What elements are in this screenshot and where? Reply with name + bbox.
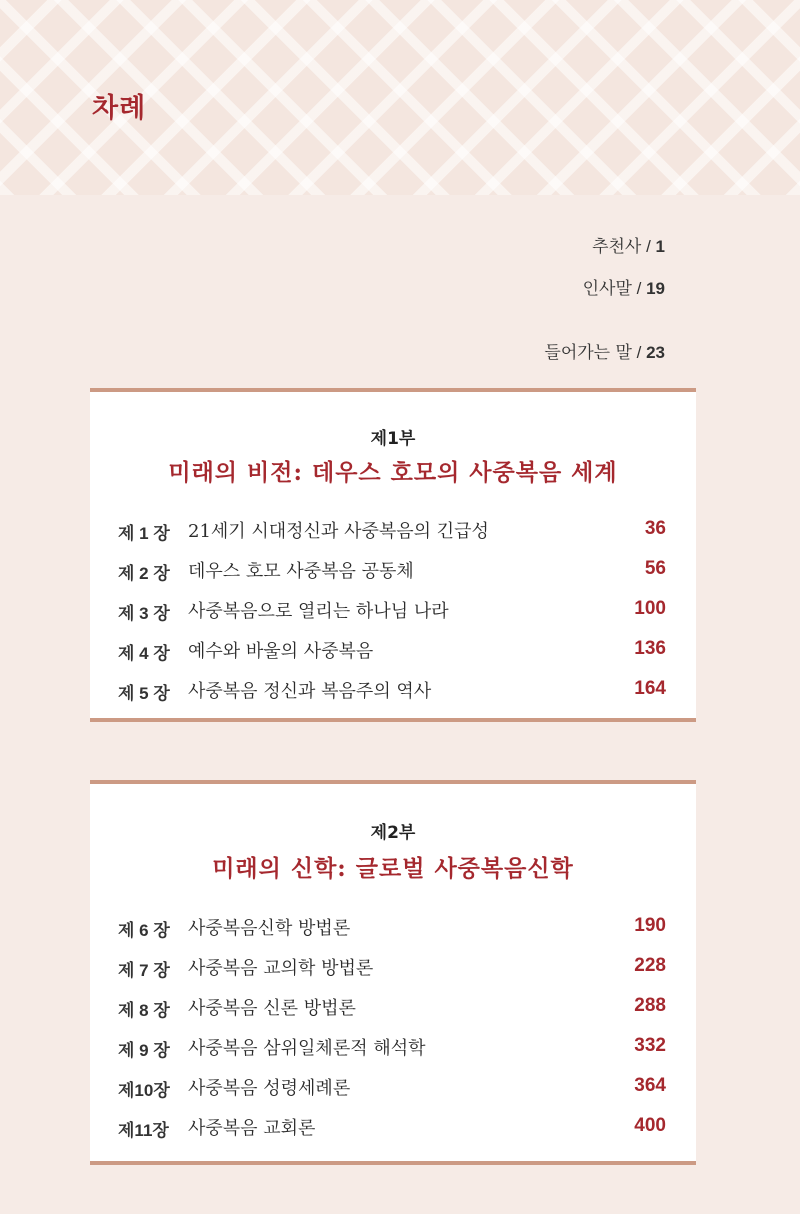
chapter-number: 제 4 장 [118, 644, 170, 663]
chapter-row[interactable] [118, 912, 666, 942]
chapter-title: 사중복음신학 방법론 [188, 918, 351, 939]
front-matter-item[interactable] [592, 232, 665, 257]
chapter-page: 36 [644, 518, 666, 539]
chapter-number: 제 8 장 [118, 1001, 170, 1020]
chapter-page: 332 [634, 1035, 666, 1056]
part-label: 제2부 [370, 823, 416, 843]
header-banner [0, 0, 800, 195]
chapter-title: 사중복음 정신과 복음주의 역사 [188, 681, 432, 702]
front-matter-separator: / [631, 343, 647, 362]
chapter-title: 사중복음 성령세례론 [188, 1078, 351, 1099]
chapter-row[interactable] [118, 635, 666, 665]
chapter-row[interactable] [118, 595, 666, 625]
chapter-title: 21세기 시대정신과 사중복음의 긴급성 [188, 521, 489, 542]
chapter-number: 제 9 장 [118, 1041, 170, 1060]
chapter-number: 제10장 [118, 1081, 170, 1100]
chapter-page: 288 [634, 995, 666, 1016]
chapter-row[interactable] [118, 1032, 666, 1062]
page-title: 차례 [92, 93, 147, 124]
chapter-page: 364 [634, 1075, 666, 1096]
chapter-number: 제 1 장 [118, 524, 170, 543]
chapter-row[interactable] [118, 992, 666, 1022]
front-matter-label: 인사말 [582, 279, 632, 299]
front-matter-separator: / [641, 237, 656, 256]
chapter-page: 136 [634, 638, 666, 659]
chapter-row[interactable] [118, 1112, 666, 1142]
chapter-number: 제 3 장 [118, 604, 170, 623]
front-matter-label: 추천사 [592, 237, 642, 257]
chapter-title: 사중복음으로 열리는 하나님 나라 [188, 601, 449, 622]
chapter-title: 사중복음 삼위일체론적 해석학 [188, 1038, 426, 1059]
chapter-page: 228 [634, 955, 666, 976]
front-matter-page: 23 [646, 343, 665, 362]
chapter-page: 100 [634, 598, 666, 619]
part-1-box [90, 388, 696, 722]
chapter-page: 190 [634, 915, 666, 936]
part-title: 미래의 비전: 데우스 호모의 사중복음 세계 [168, 459, 618, 486]
front-matter-page: 19 [646, 279, 665, 298]
chapter-title: 사중복음 교의학 방법론 [188, 958, 374, 979]
chapter-row[interactable] [118, 675, 666, 705]
chapter-row[interactable] [118, 515, 666, 545]
front-matter-separator: / [631, 279, 647, 298]
chapter-page: 400 [634, 1115, 666, 1136]
chapter-number: 제 6 장 [118, 921, 170, 940]
chapter-title: 사중복음 신론 방법론 [188, 998, 356, 1019]
chapter-title: 데우스 호모 사중복음 공동체 [188, 561, 414, 582]
front-matter-page: 1 [655, 237, 665, 256]
chapter-title: 사중복음 교회론 [188, 1118, 316, 1139]
chapter-page: 56 [644, 558, 666, 579]
chapter-row[interactable] [118, 952, 666, 982]
chapter-number: 제 5 장 [118, 684, 170, 703]
chapter-number: 제11장 [118, 1121, 169, 1140]
chapter-row[interactable] [118, 555, 666, 585]
chapter-number: 제 7 장 [118, 961, 170, 980]
front-matter-item[interactable] [544, 338, 665, 363]
chapter-page: 164 [634, 678, 666, 699]
part-label: 제1부 [370, 429, 416, 449]
front-matter-label: 들어가는 말 [544, 343, 632, 363]
chapter-title: 예수와 바울의 사중복음 [188, 641, 374, 662]
part-2-box [90, 780, 696, 1165]
front-matter-item[interactable] [583, 274, 665, 299]
part-title: 미래의 신학: 글로벌 사중복음신학 [212, 855, 574, 882]
chapter-number: 제 2 장 [118, 564, 170, 583]
chapter-row[interactable] [118, 1072, 666, 1102]
